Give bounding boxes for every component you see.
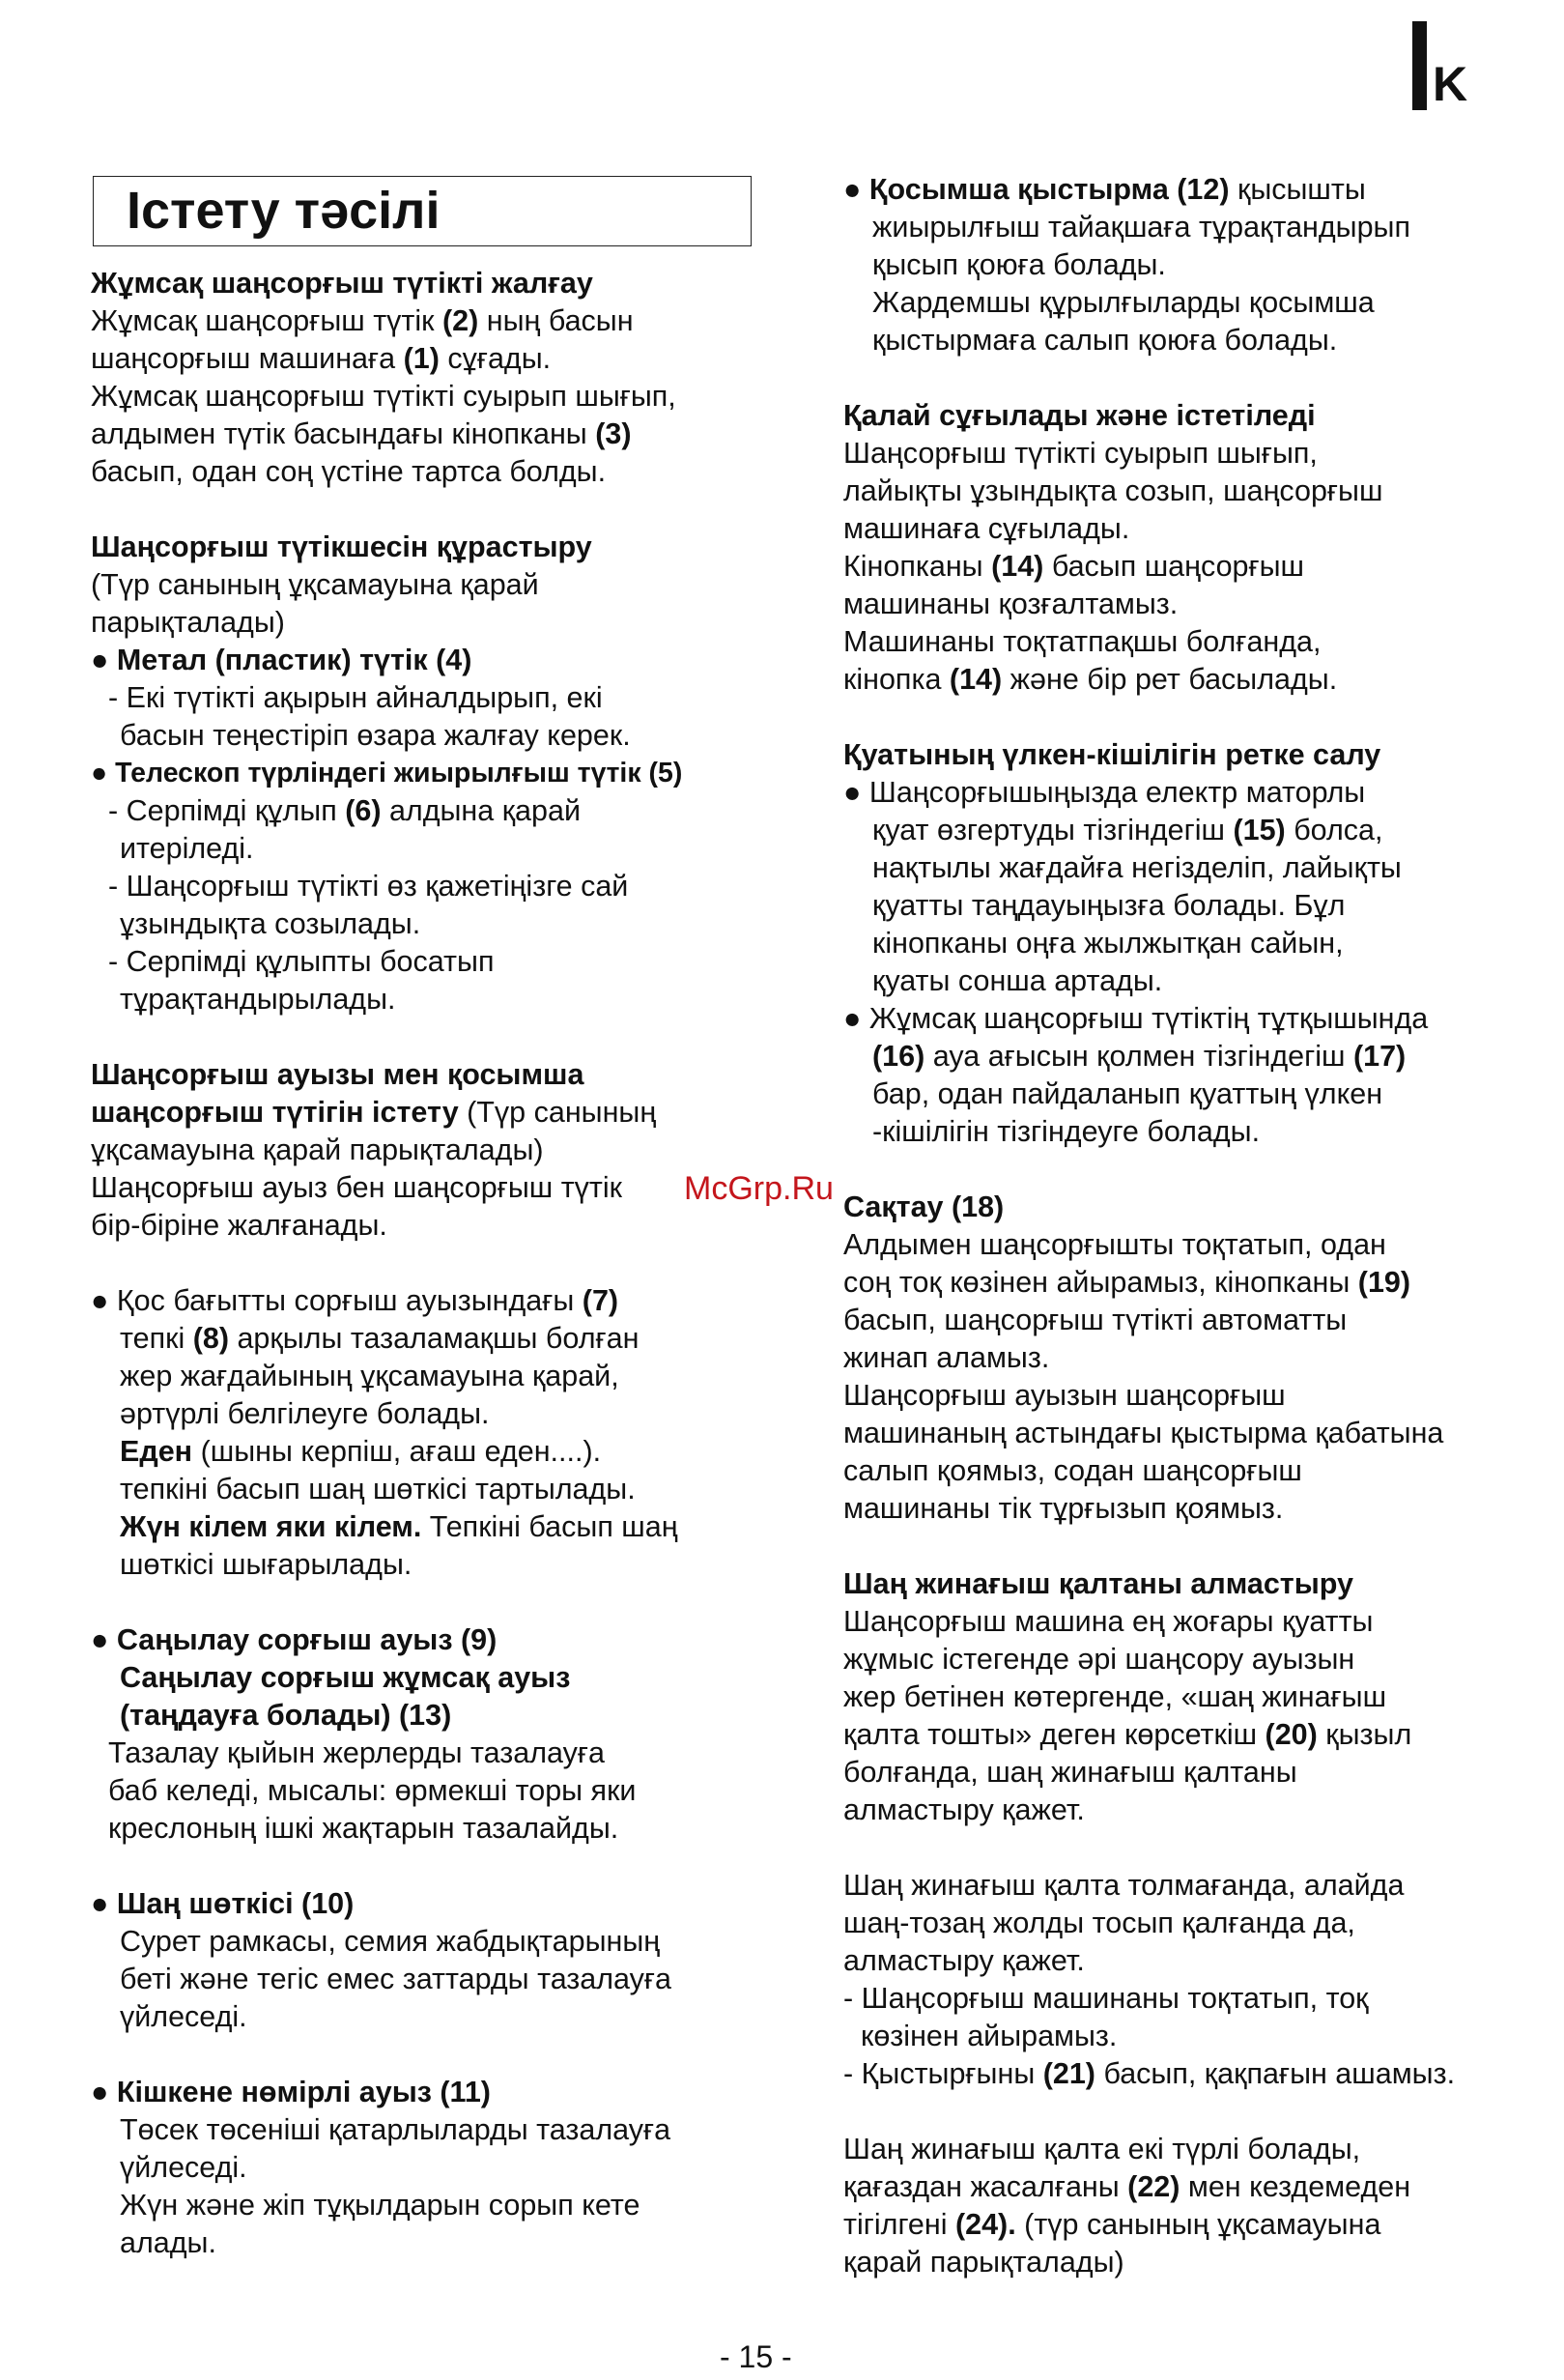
text-line: итеріледі. (120, 832, 254, 865)
text-line: Алдымен шаңсорғышты тоқтатып, одан (843, 1228, 1386, 1261)
section-replace-dust-bag (843, 1565, 1562, 1829)
text-line: алмастыру қажет. (843, 1944, 1085, 1977)
text-line: беті және тегіс емес заттарды тазалауға (120, 1963, 672, 1995)
bullet-item: ● Қос бағытты сорғыш ауызындағы (7) (91, 1284, 619, 1317)
section-dual-nozzle (91, 1282, 786, 1584)
section-crevice-nozzle (91, 1621, 786, 1848)
left-column (91, 265, 786, 2262)
text-line: Жүн кілем яки кілем. Тепкіні басып шаң (120, 1510, 678, 1543)
text-line: жер бетінен көтергенде, «шаң жинағыш (843, 1680, 1387, 1713)
text-line: алады. (120, 2226, 216, 2259)
language-tab-bar (1412, 21, 1427, 110)
text-line: Саңылау сорғыш жұмсақ ауыз (120, 1661, 571, 1694)
section-heading: Жұмсақ шаңсорғыш түтікті жалғау (91, 267, 593, 300)
section-small-nozzle (91, 2074, 786, 2262)
text-line: Жұмсақ шаңсорғыш түтік (2) ның басын (91, 304, 634, 337)
text-line: ұқсамауына қарай парықталады) (91, 1133, 544, 1166)
page-number: - 15 - (720, 2339, 792, 2374)
text-line: қарай парықталады) (843, 2246, 1124, 2279)
text-line: (таңдауға болады) (13) (120, 1699, 452, 1732)
text-line: шаңсорғыш машинаға (1) сұғады. (91, 342, 552, 375)
text-line: нақтылы жағдайға негізделіп, лайықты (872, 851, 1402, 884)
section-heading: Қуатының үлкен-кішілігін ретке салу (843, 738, 1381, 771)
title-box (93, 176, 752, 246)
text-line: жиырылғыш тайақшаға тұрақтандырып (872, 211, 1410, 244)
watermark: McGrp.Ru (684, 1170, 834, 1207)
text-line: қуат өзгертуды тізгіндегіш (15) болса, (872, 814, 1383, 846)
text-line: шаңсорғыш түтігін істету (Түр санының (91, 1096, 657, 1129)
page-title: Істету тәсілі (127, 182, 441, 240)
right-column (843, 171, 1562, 2281)
text-line: басып, шаңсорғыш түтікті автоматты (843, 1304, 1348, 1336)
text-line: жер жағдайының ұқсамауына қарай, (120, 1360, 619, 1392)
text-line: машинаның астындағы қыстырма қабатына (843, 1417, 1444, 1449)
text-line: креслоның ішкі жақтарын тазалайды. (108, 1812, 619, 1845)
section-heading: Сақтау (18) (843, 1190, 1005, 1223)
text-line: Шаңсорғыш ауызын шаңсорғыш (843, 1379, 1286, 1412)
text-line: қағаздан жасалғаны (22) мен кездемеден (843, 2170, 1411, 2203)
text-line: баб келеді, мысалы: өрмекші торы яки (108, 1774, 637, 1807)
text-line: Шаң жинағыш қалта екі түрлі болады, (843, 2133, 1361, 2165)
text-line: машинаны қозғалтамыз. (843, 588, 1179, 620)
text-line: үйлеседі. (120, 2151, 247, 2184)
text-line: қыстырмаға салып қоюға болады. (872, 324, 1338, 357)
bullet-item: ● Метал (пластик) түтік (4) (91, 644, 472, 676)
text-line: Шаңсорғыш түтікті суырып шығып, (843, 437, 1318, 470)
text-line: қалта тошты» деген көрсеткіш (20) қызыл (843, 1718, 1412, 1751)
text-line: үйлеседі. (120, 2000, 247, 2033)
text-line: Кінопканы (14) басып шаңсорғыш (843, 550, 1305, 583)
dash-item: - Қыстырғыны (21) басып, қақпағын ашамыз. (843, 2057, 1456, 2090)
text-line: Жүн және жіп тұқылдарын сорып кете (120, 2189, 640, 2222)
text-line: тепкі (8) арқылы тазаламақшы болған (120, 1322, 640, 1355)
text-line: тұрақтандырылады. (120, 983, 396, 1016)
section-storage (843, 1189, 1562, 1528)
text-line: Жардемшы құрылғыларды қосымша (872, 286, 1375, 319)
dash-item: - Серпімді құлып (6) алдына қарай (108, 794, 581, 827)
text-line: лайықты ұзындықта созып, шаңсорғыш (843, 474, 1383, 507)
bullet-item: ● Қосымша қыстырма (12) қысышты (843, 173, 1366, 206)
text-line: Машинаны тоқтатпақшы болғанда, (843, 625, 1322, 658)
text-line: бір-біріне жалғанады. (91, 1209, 387, 1242)
text-line: (16) ауа ағысын қолмен тізгіндегіш (17) (872, 1040, 1407, 1073)
text-line: тігілгені (24). (түр санының ұқсамауына (843, 2208, 1381, 2241)
text-line: парықталады) (91, 606, 285, 639)
language-tab (1412, 21, 1467, 110)
section-power-adjust (843, 736, 1562, 1151)
dash-item: - Шаңсорғыш түтікті өз қажетіңізге сай (108, 870, 629, 903)
text-line: қуаты сонша артады. (872, 964, 1163, 997)
text-line: машинаны тік тұрғызып қоямыз. (843, 1492, 1284, 1525)
text-line: Тазалау қыйын жерлерды тазалауға (108, 1736, 605, 1769)
bullet-item: ● Жұмсақ шаңсорғыш түтіктің тұтқышында (843, 1002, 1429, 1035)
section-bag-blocked (843, 1867, 1562, 2093)
text-line: көзінен айырамыз. (861, 2020, 1118, 2052)
text-line: тепкіні басып шаң шөткісі тартылады. (120, 1473, 636, 1505)
text-line: жұмыс істегенде әрі шаңсору ауызын (843, 1643, 1355, 1676)
section-assemble-tube (91, 529, 786, 1018)
text-line: Сурет рамкасы, семия жабдықтарының (120, 1925, 661, 1958)
language-tab-letter: K (1433, 57, 1468, 111)
text-line: Шаңсорғыш ауыз бен шаңсорғыш түтік (91, 1171, 623, 1204)
bullet-item: ● Шаң шөткісі (10) (91, 1887, 355, 1920)
text-line: Төсек төсеніші қатарлыларды тазалауға (120, 2113, 671, 2146)
text-line: шөткісі шығарылады. (120, 1548, 412, 1581)
text-line: Жұмсақ шаңсорғыш түтікті суырып шығып, (91, 380, 676, 413)
text-line: (Түр санының ұқсамауына қарай (91, 568, 539, 601)
text-line: қысып қоюға болады. (872, 248, 1166, 281)
section-dust-brush (91, 1885, 786, 2036)
text-line: кінопка (14) және бір рет басылады. (843, 663, 1338, 696)
section-accessory-clip (843, 171, 1562, 359)
text-line: Еден (шыны керпіш, ағаш еден....). (120, 1435, 602, 1468)
text-line: басып, одан соң үстіне тартса болды. (91, 455, 607, 488)
dash-item: - Серпімді құлыпты босатып (108, 945, 495, 978)
text-line: Шаңсорғыш машина ең жоғары қуатты (843, 1605, 1374, 1638)
text-line: ұзындықта созылады. (120, 907, 421, 940)
text-line: қуатты таңдауыңызға болады. Бұл (872, 889, 1346, 922)
section-connect-hose (91, 265, 786, 491)
section-heading: Қалай сұғылады және істетіледі (843, 399, 1316, 432)
section-bag-types (843, 2131, 1562, 2281)
dash-item: - Екі түтікті ақырын айналдырып, екі (108, 681, 603, 714)
text-line: -кішілігін тізгіндеуге болады. (872, 1115, 1261, 1148)
section-heading: Шаңсорғыш ауызы мен қосымша (91, 1058, 584, 1091)
text-line: кінопканы оңға жылжытқан сайын, (872, 927, 1344, 960)
text-line: соң тоқ көзінен айырамыз, кінопканы (19) (843, 1266, 1411, 1299)
text-line: Шаң жинағыш қалта толмағанда, алайда (843, 1869, 1405, 1902)
bullet-item: ● Телескоп түрліндегі жиырылғыш түтік (5) (91, 758, 683, 789)
text-line: болғанда, шаң жинағыш қалтаны (843, 1756, 1297, 1789)
bullet-item: ● Шаңсорғышыңызда електр маторлы (843, 776, 1366, 809)
dash-item: - Шаңсорғыш машинаны тоқтатып, тоқ (843, 1982, 1369, 2015)
text-line: шаң-тозаң жолды тосып қалғанда да, (843, 1907, 1355, 1939)
text-line: басын теңестіріп өзара жалғау керек. (120, 719, 631, 752)
text-line: жинап аламыз. (843, 1341, 1050, 1374)
bullet-item: ● Кішкене нөмірлі ауыз (11) (91, 2076, 491, 2108)
section-heading: Шаңсорғыш түтікшесін құрастыру (91, 530, 592, 563)
section-heading: Шаң жинағыш қалтаны алмастыру (843, 1567, 1353, 1600)
section-how-to-use (843, 397, 1562, 699)
bullet-item: ● Саңылау сорғыш ауыз (9) (91, 1623, 498, 1656)
text-line: машинаға сұғылады. (843, 512, 1130, 545)
text-line: алдымен түтік басындағы кінопканы (3) (91, 417, 632, 450)
text-line: алмастыру қажет. (843, 1793, 1085, 1826)
text-line: әртүрлі белгілеуге болады. (120, 1397, 490, 1430)
section-nozzle-usage (91, 1056, 786, 1245)
text-line: салып қоямыз, содан шаңсорғыш (843, 1454, 1302, 1487)
text-line: бар, одан пайдаланып қуаттың үлкен (872, 1077, 1383, 1110)
